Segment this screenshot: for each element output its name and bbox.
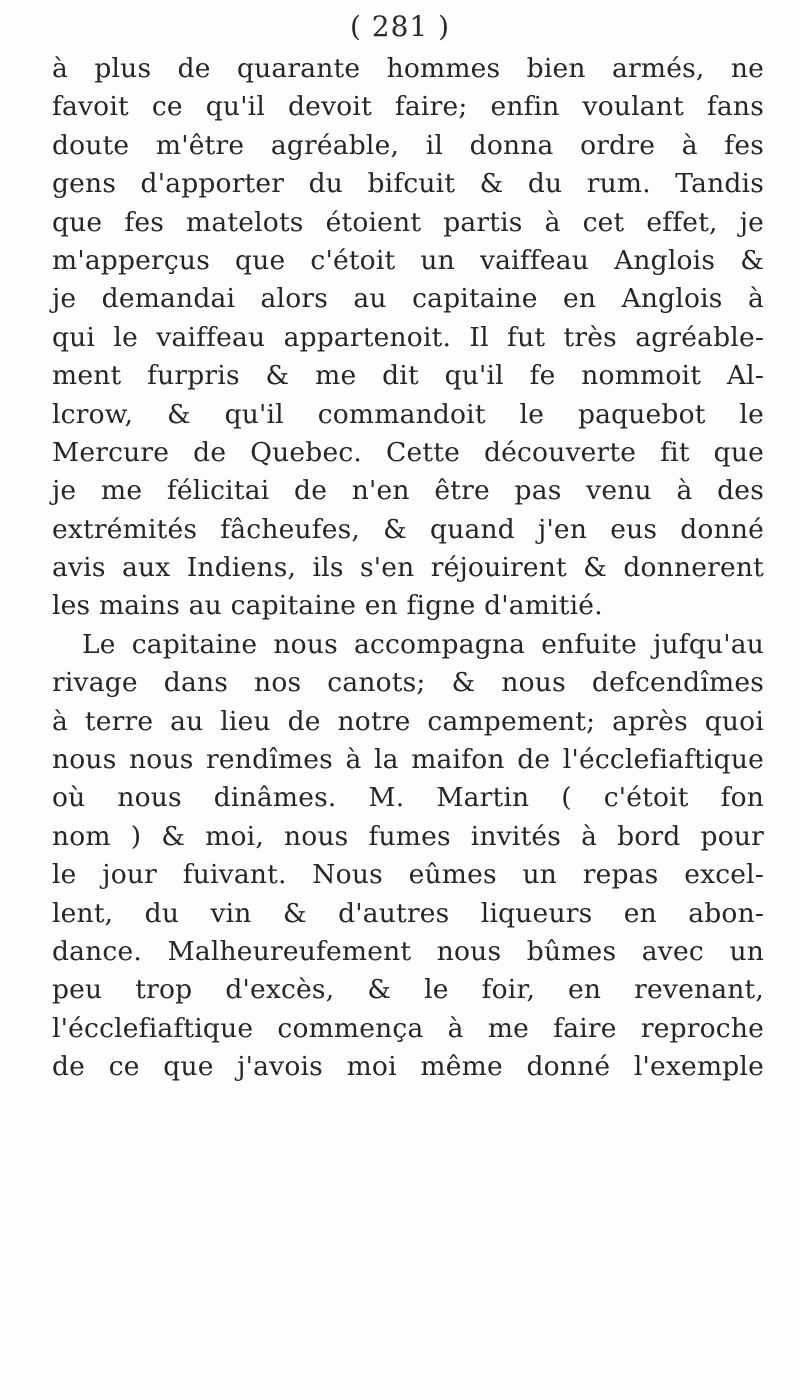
text-line: lcrow, & qu'il commandoit le paquebot le xyxy=(52,398,764,430)
text-line: peu trop d'excès, & le foir, en revenant, xyxy=(52,974,764,1006)
text-line: à terre au lieu de notre campement; après quoi xyxy=(52,705,764,737)
text-line: de ce que j'avois moi même donné l'exemple xyxy=(52,1051,764,1083)
text-line: gens d'apporter du bifcuit & du rum. Tandis xyxy=(52,168,764,200)
text-line: que fes matelots étoient partis à cet effet, je xyxy=(52,206,764,238)
text-line: favoit ce qu'il devoit faire; enfin voulant fans xyxy=(52,91,764,123)
text-line: dance. Malheureufement nous bûmes avec un xyxy=(52,935,764,967)
text-line: où nous dinâmes. M. Martin ( c'étoit fon xyxy=(52,782,764,814)
text-line: Le capitaine nous accompagna enfuite jufqu'au xyxy=(82,628,764,660)
text-line: m'apperçus que c'étoit un vaiffeau Anglois & xyxy=(52,244,764,276)
text-line: extrémités fâcheufes, & quand j'en eus donné xyxy=(52,513,764,545)
text-line: le jour fuivant. Nous eûmes un repas excel- xyxy=(52,859,764,891)
text-line: je me félicitai de n'en être pas venu à des xyxy=(52,475,764,507)
text-line: nom ) & moi, nous fumes invités à bord pour xyxy=(52,820,764,852)
text-line: je demandai alors au capitaine en Anglois à xyxy=(52,283,764,315)
text-line: l'écclefiaftique commença à me faire reproche xyxy=(52,1012,764,1044)
text-line: les mains au capitaine en figne d'amitié. xyxy=(52,590,603,622)
text-line: rivage dans nos canots; & nous defcendîmes xyxy=(52,667,764,699)
text-line: qui le vaiffeau appartenoit. Il fut très agréable- xyxy=(52,321,764,353)
text-line: doute m'être agréable, il donna ordre à fes xyxy=(52,129,764,161)
text-line: à plus de quarante hommes bien armés, ne xyxy=(52,53,764,84)
text-line: lent, du vin & d'autres liqueurs en abon- xyxy=(52,897,764,929)
text-line: nous nous rendîmes à la maifon de l'écclefiaftique xyxy=(52,744,764,776)
text-line: ment furpris & me dit qu'il fe nommoit Al- xyxy=(52,360,764,392)
body-text xyxy=(52,50,764,1087)
page-number: ( 281 ) xyxy=(349,10,451,43)
text-line: Mercure de Quebec. Cette découverte fit que xyxy=(52,436,764,468)
text-line: avis aux Indiens, ils s'en réjouirent & donnerent xyxy=(52,552,764,584)
